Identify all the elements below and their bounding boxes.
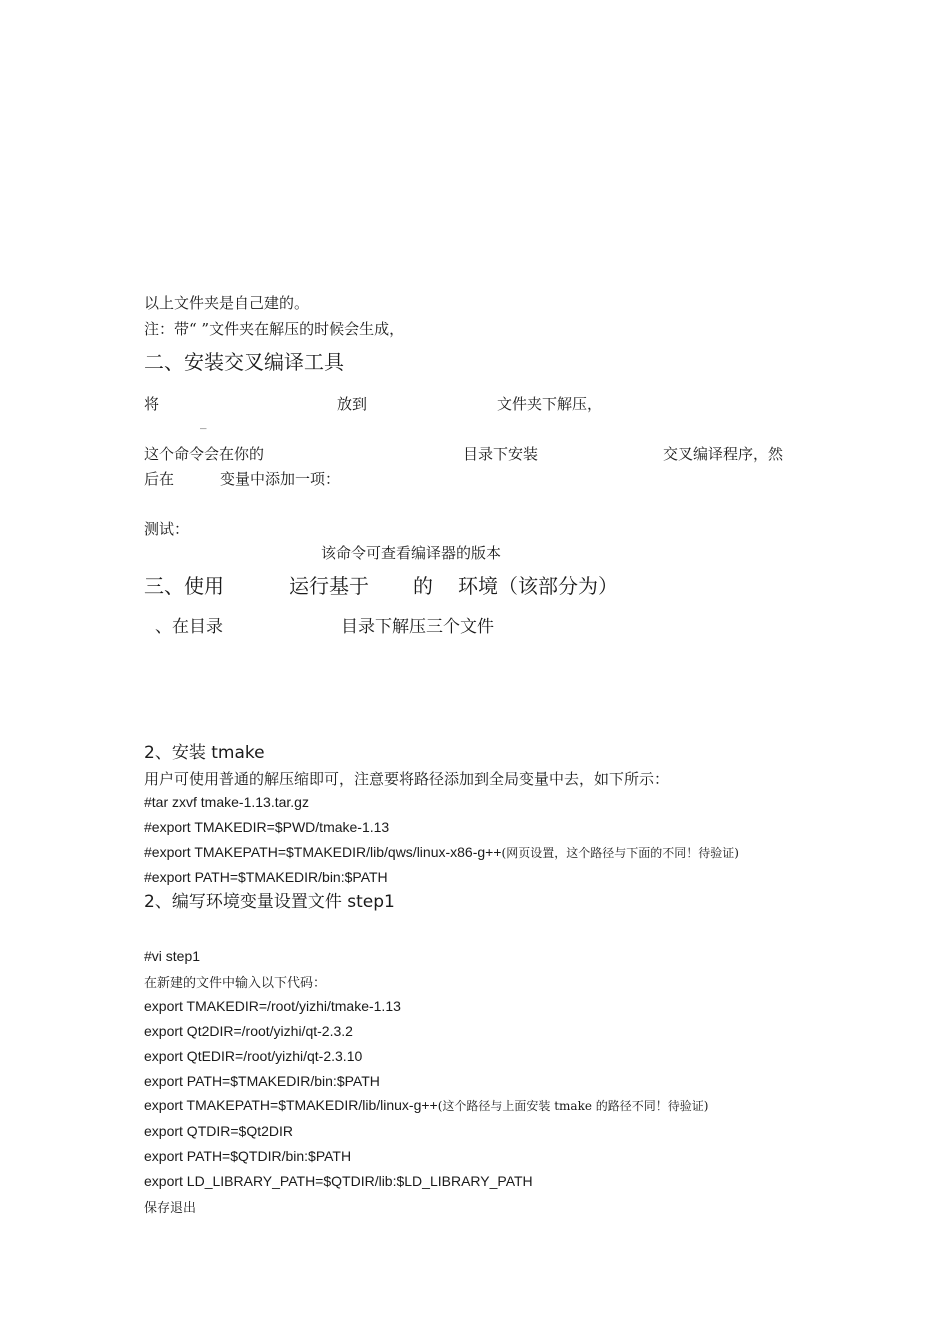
subheading-part: 、在目录 <box>155 617 223 637</box>
para-text: 放到 <box>337 395 368 413</box>
save-exit-text: 保存退出 <box>144 1201 197 1216</box>
tmake-description: 用户可使用普通的解压缩即可，注意要将路径添加到全局变量中去，如下所示： <box>144 770 670 788</box>
para-text: 变量中添加一项： <box>220 470 341 488</box>
section-heading-part: 三、使用 <box>144 574 224 598</box>
code-line: export PATH=$TMAKEDIR/bin:$PATH <box>144 1073 380 1089</box>
code-text: export TMAKEPATH=$TMAKEDIR/lib/linux-g++ <box>144 1097 438 1113</box>
para-text: 交叉编译程序，然 <box>663 445 784 463</box>
command-text: #export TMAKEPATH=$TMAKEDIR/lib/qws/linux-x86-g++ <box>144 844 502 860</box>
test-description: 该命令可查看编译器的版本 <box>321 544 502 562</box>
command-line: #tar zxvf tmake-1.13.tar.gz <box>144 794 309 810</box>
code-line: export PATH=$QTDIR/bin:$PATH <box>144 1148 352 1164</box>
code-line: export QTDIR=$Qt2DIR <box>144 1123 293 1139</box>
code-line: export QtEDIR=/root/yizhi/qt-2.3.10 <box>144 1048 363 1064</box>
section-heading-part: 运行基于 <box>289 574 369 598</box>
code-line: export TMAKEDIR=/root/yizhi/tmake-1.13 <box>144 998 401 1014</box>
para-text: 目录下安装 <box>463 445 539 463</box>
section-heading-step1: 2、编写环境变量设置文件 step1 <box>144 892 395 912</box>
intro-line-1: 以上文件夹是自己建的。 <box>144 294 310 312</box>
section-heading-part: 环境（该部分为） <box>458 574 618 598</box>
para-text: 将 <box>144 395 160 413</box>
section-heading-install-tmake: 2、安装 tmake <box>144 743 265 763</box>
command-line: #vi step1 <box>144 948 201 964</box>
code-line: export LD_LIBRARY_PATH=$QTDIR/lib:$LD_LIBRARY_PATH <box>144 1173 533 1189</box>
command-line: #export PATH=$TMAKEDIR/bin:$PATH <box>144 869 388 885</box>
command-note: (网页设置，这个路径与下面的不同！待验证) <box>501 846 739 860</box>
section-heading-part: 的 <box>413 574 433 598</box>
step1-description: 在新建的文件中输入以下代码： <box>144 976 327 991</box>
section-heading-cross-compiler: 二、安装交叉编译工具 <box>144 350 344 374</box>
para-text: 文件夹下解压， <box>497 395 603 413</box>
test-label: 测试： <box>144 520 190 538</box>
intro-line-2: 注：带“ ”文件夹在解压的时候会生成， <box>144 320 405 338</box>
code-note: (这个路径与上面安装 tmake 的路径不同！待验证) <box>437 1099 709 1113</box>
command-line <box>144 844 739 861</box>
subheading-part: 目录下解压三个文件 <box>341 617 494 637</box>
code-line: export Qt2DIR=/root/yizhi/qt-2.3.2 <box>144 1023 353 1039</box>
command-line: #export TMAKEDIR=$PWD/tmake-1.13 <box>144 819 390 835</box>
para-text: 后在 <box>144 470 175 488</box>
underscore-mark: _ <box>200 415 207 430</box>
para-text: 这个命令会在你的 <box>144 445 265 463</box>
code-line <box>144 1097 708 1114</box>
